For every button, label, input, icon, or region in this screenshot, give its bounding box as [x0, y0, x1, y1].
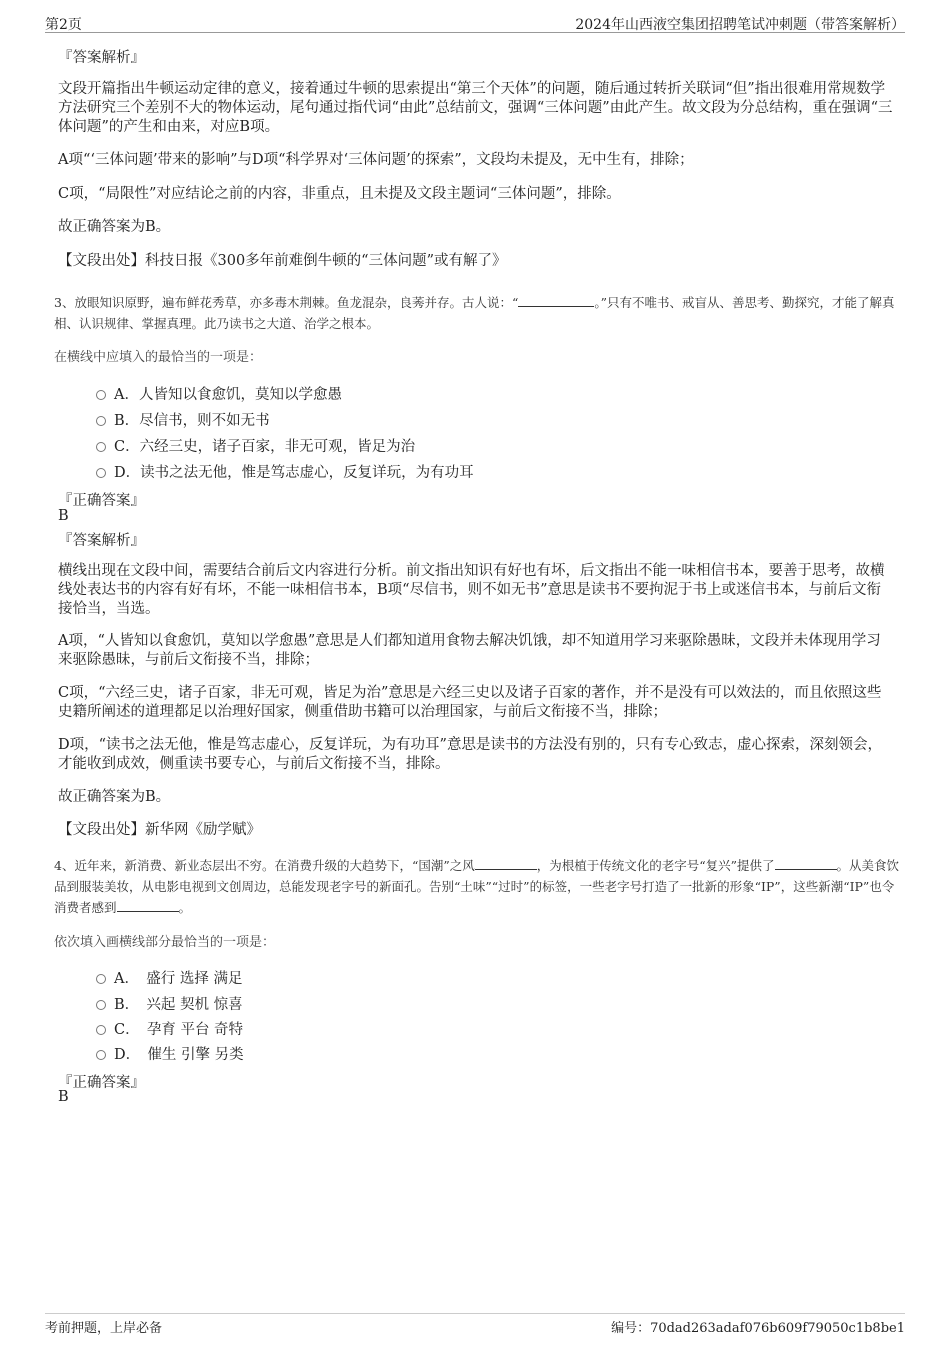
option-c[interactable]: C． 孕育 平台 奇特 — [96, 1018, 243, 1038]
option-a[interactable]: A．人皆知以食愈饥，莫知以学愈愚 — [96, 383, 342, 403]
question-prompt: 在横线中应填入的最恰当的一项是： — [54, 350, 263, 365]
radio-button[interactable] — [96, 468, 106, 478]
analysis-paragraph: D项，“读书之法无他，惟是笃志虚心，反复详玩，为有功耳”意思是读书的方法没有别的，只有专心致志，虚心探索，深刻领会，才能收到成效，侧重读书要专心，与前后文衔接不当，排除。 — [58, 737, 882, 772]
analysis-paragraph: 横线出现在文段中间，需要结合前后文内容进行分析。前文指出知识有好也有坏，后文指出不能一味相信书本，要善于思考，故横线处表达书的内容有好有坏，不能一味相信书本，B项“尽信书，则不如无书”意思是读书不要拘泥于书上或迷信书本，与前后文衔接恰当，当选。 — [58, 563, 885, 617]
option-d[interactable]: D． 催生 引擎 另类 — [96, 1043, 244, 1063]
fill-blank — [775, 857, 837, 870]
fill-blank — [475, 857, 537, 870]
page-footer — [45, 1313, 905, 1336]
option-a[interactable]: A． 盛行 选择 满足 — [96, 967, 242, 987]
source-citation: 【文段出处】新华网《励学赋》 — [58, 822, 261, 838]
radio-button[interactable] — [96, 1000, 106, 1010]
analysis-label: 『答案解析』 — [58, 533, 145, 549]
radio-button[interactable] — [96, 390, 106, 400]
analysis-paragraph: C项，“局限性”对应结论之前的内容，非重点，且未提及文段主题词“三体问题”，排除。 — [58, 186, 621, 202]
correct-answer-statement: 故正确答案为B。 — [58, 219, 171, 235]
page-number: 第2页 — [45, 17, 82, 33]
radio-button[interactable] — [96, 974, 106, 984]
fill-blank — [117, 899, 179, 912]
question-prompt: 依次填入画横线部分最恰当的一项是： — [54, 935, 276, 950]
radio-button[interactable] — [96, 442, 106, 452]
correct-answer: B — [58, 508, 69, 524]
option-c[interactable]: C．六经三史，诸子百家，非无可观，皆足为治 — [96, 435, 415, 455]
fill-blank — [518, 294, 594, 307]
radio-button[interactable] — [96, 1025, 106, 1035]
page-header — [45, 12, 905, 33]
analysis-label: 『答案解析』 — [58, 50, 145, 66]
option-b[interactable]: B．尽信书，则不如无书 — [96, 409, 270, 429]
correct-answer-statement: 故正确答案为B。 — [58, 789, 171, 805]
correct-answer: B — [58, 1089, 69, 1105]
source-citation: 【文段出处】科技日报《300多年前难倒牛顿的“三体问题”或有解了》 — [58, 253, 507, 269]
radio-button[interactable] — [96, 416, 106, 426]
option-d[interactable]: D．读书之法无他，惟是笃志虚心，反复详玩，为有功耳 — [96, 461, 474, 481]
question-4-text: 4、近年来，新消费、新业态层出不穷。在消费升级的大趋势下，“国潮”之风 ，为根植于传统文化的老字号“复兴”提供了 。从美食饮品到服装美妆，从电影电视到文创周边，总能发现老字号的新面孔。告别“土味”“过时”的标签，一些老字号打造了一批新的形象“IP”，这些新潮“IP”也令消费者感到 。 — [54, 858, 900, 915]
correct-answer-label: 『正确答案』 — [58, 493, 145, 509]
document-title: 2024年山西液空集团招聘笔试冲刺题（带答案解析） — [575, 17, 905, 33]
footer-slogan: 考前押题，上岸必备 — [45, 1321, 163, 1336]
radio-button[interactable] — [96, 1050, 106, 1060]
correct-answer-label: 『正确答案』 — [58, 1075, 145, 1091]
analysis-paragraph: C项，“六经三史，诸子百家，非无可观，皆足为治”意思是六经三史以及诸子百家的著作，并不是没有可以效法的，而且依照这些史籍所阐述的道理都足以治理好国家，侧重借助书籍可以治理国家，与前后文衔接不当，排除； — [58, 685, 882, 720]
analysis-paragraph: 文段开篇指出牛顿运动定律的意义，接着通过牛顿的思索提出“第三个天体”的问题，随后通过转折关联词“但”指出很难用常规数学方法研究三个差别不大的物体运动，尾句通过指代词“由此”总结前文，强调“三体问题”由此产生。故文段为分总结构，重在强调“三体问题”的产生和由来，对应B项。 — [58, 81, 893, 135]
analysis-paragraph: A项，“人皆知以食愈饥，莫知以学愈愚”意思是人们都知道用食物去解决饥饿，却不知道用学习来驱除愚昧，文段并未体现用学习来驱除愚昧，与前后文衔接不当，排除； — [58, 633, 881, 668]
document-id: 编号：70dad263adaf076b609f79050c1b8be1 — [611, 1321, 905, 1336]
option-b[interactable]: B． 兴起 契机 惊喜 — [96, 993, 243, 1013]
question-3-text: 3、放眼知识原野，遍布鲜花秀草，亦多毒木荆棘。鱼龙混杂，良莠并存。古人说：“ 。”只有不唯书、戒盲从、善思考、勤探究，才能了解真相、认识规律、掌握真理。此乃读书之大道、治学之根本。 — [54, 295, 895, 331]
analysis-paragraph: A项“‘三体问题’带来的影响”与D项“科学界对‘三体问题’的探索”，文段均未提及，无中生有，排除； — [58, 152, 694, 168]
